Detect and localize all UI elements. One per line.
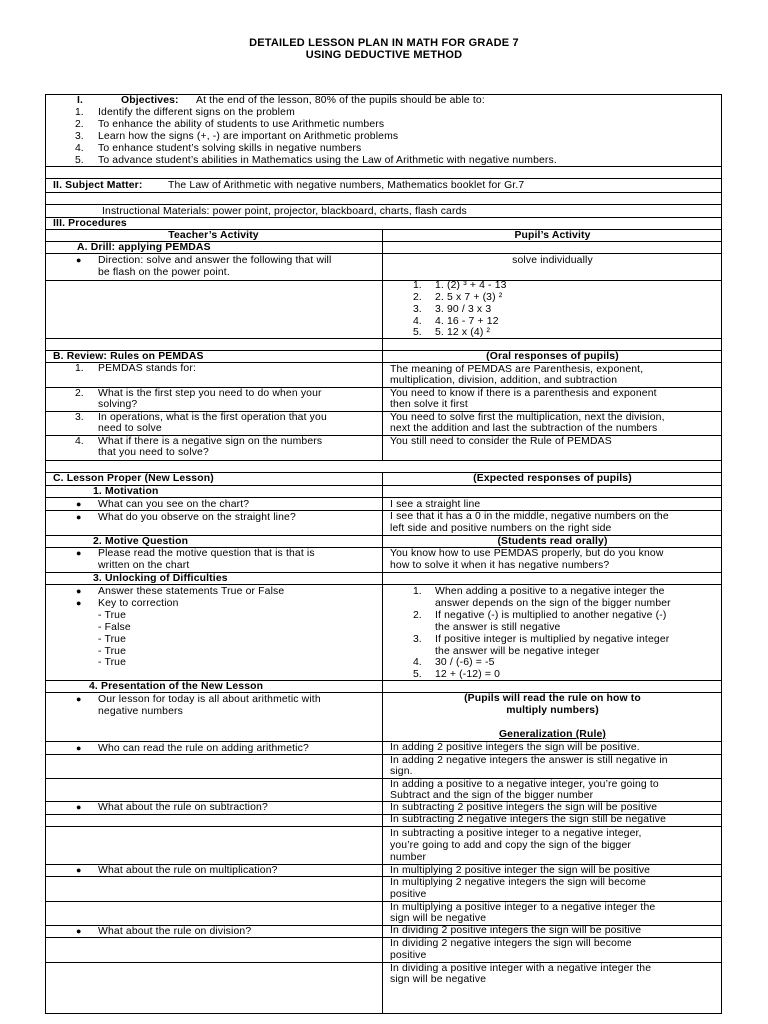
rule-division: In dividing 2 positive integers the sign will be positive	[390, 925, 642, 936]
rule-adding: Subtract and the sign of the bigger number	[390, 790, 594, 801]
drill-item: 1. (2) ³ + 4 - 13	[435, 280, 507, 291]
drill-item: 4. 16 - 7 + 12	[435, 316, 499, 327]
drill-pupil-response: solve individually	[512, 255, 593, 266]
review-answer: You need to solve first the multiplication, next the division,	[390, 412, 665, 423]
rule-multiplication: In multiplying 2 negative integers the sign will become	[390, 877, 647, 888]
unlocking-answer: the answer will be negative integer	[435, 646, 600, 657]
motivation-question: What can you see on the chart?	[98, 499, 250, 510]
objectives-intro: At the end of the lesson, 80% of the pupils should be able to:	[196, 95, 485, 106]
column-divider	[382, 229, 383, 350]
motive-pupil-heading: (Students read orally)	[497, 536, 608, 547]
presentation-statement: negative numbers	[98, 706, 183, 717]
rule-division: sign will be negative	[390, 974, 487, 985]
motivation-answer: left side and positive numbers on the right side	[390, 523, 612, 534]
column-divider	[382, 350, 383, 460]
key-item: - True	[98, 657, 127, 668]
objectives-roman: I.	[77, 95, 84, 106]
drill-item: 5. 12 x (4) ²	[435, 327, 491, 338]
rule-question-subtraction: What about the rule on subtraction?	[98, 802, 268, 813]
review-number: 4.	[75, 436, 84, 447]
drill-item: 3. 90 / 3 x 3	[435, 304, 492, 315]
rule-division: In dividing a positive integer with a negative integer the	[390, 963, 652, 974]
bullet-icon: ●	[76, 512, 82, 522]
review-heading: B. Review: Rules on PEMDAS	[53, 351, 204, 362]
unlocking-answer: If positive integer is multiplied by negative integer	[435, 634, 670, 645]
teacher-activity-header: Teacher’s Activity	[168, 230, 259, 241]
bullet-icon: ●	[76, 865, 82, 875]
bullet-icon: ●	[76, 802, 82, 812]
bullet-icon: ●	[76, 548, 82, 558]
pupil-activity-header: Pupil’s Activity	[514, 230, 591, 241]
rule-division: In dividing 2 negative integers the sign will become	[390, 938, 632, 949]
unlocking-number: 5.	[413, 669, 422, 680]
review-pupil-heading: (Oral responses of pupils)	[486, 351, 619, 362]
review-question: In operations, what is the first operation that you	[98, 412, 327, 423]
presentation-pupil-note: multiply numbers)	[506, 705, 599, 716]
row-line	[45, 460, 722, 461]
rule-question-multiplication: What about the rule on multiplication?	[98, 865, 278, 876]
generalization-heading: Generalization (Rule)	[498, 729, 607, 740]
drill-number: 3.	[413, 304, 422, 315]
motive-question: Please read the motive question that is that is	[98, 548, 315, 559]
key-item: - False	[98, 622, 131, 633]
row-line	[45, 280, 722, 281]
review-question: that you need to solve?	[98, 447, 209, 458]
motive-answer: You know how to use PEMDAS properly, but do you know	[390, 548, 664, 559]
bullet-icon: ●	[76, 586, 82, 596]
presentation-statement: Our lesson for today is all about arithmetic with	[98, 694, 321, 705]
bullet-icon: ●	[76, 694, 82, 704]
instructional-materials: Instructional Materials: power point, projector, blackboard, charts, flash cards	[102, 206, 467, 217]
unlocking-instruction: Answer these statements True or False	[98, 586, 285, 597]
objective-number: 1.	[75, 107, 84, 118]
rule-question-division: What about the rule on division?	[98, 926, 252, 937]
key-to-correction: Key to correction	[98, 598, 179, 609]
review-answer: multiplication, division, addition, and subtraction	[390, 375, 618, 386]
key-item: - True	[98, 634, 127, 645]
bullet-icon: ●	[76, 255, 82, 265]
review-number: 1.	[75, 363, 84, 374]
objective-item: To advance student’s abilities in Mathematics using the Law of Arithmetic with negative numbers.	[98, 155, 557, 166]
row-line	[45, 204, 722, 205]
review-question: solving?	[98, 399, 138, 410]
objective-item: Identify the different signs on the problem	[98, 107, 295, 118]
drill-item: 2. 5 x 7 + (3) ²	[435, 292, 503, 303]
motive-heading: 2. Motive Question	[93, 536, 189, 547]
objectives-heading: Objectives:	[121, 95, 179, 106]
objective-item: Learn how the signs (+, -) are important on Arithmetic problems	[98, 131, 399, 142]
drill-direction: Direction: solve and answer the following that will	[98, 255, 332, 266]
row-line	[45, 192, 722, 193]
objective-number: 2.	[75, 119, 84, 130]
bullet-icon: ●	[76, 598, 82, 608]
rule-subtraction: In subtracting a positive integer to a negative integer,	[390, 828, 642, 839]
rule-subtraction: In subtracting 2 negative integers the sign still be negative	[390, 814, 667, 825]
subject-heading: II. Subject Matter:	[53, 180, 143, 191]
row-line	[45, 178, 722, 179]
objective-number: 3.	[75, 131, 84, 142]
presentation-heading: 4. Presentation of the New Lesson	[89, 681, 264, 692]
unlocking-answer: 30 / (-6) = -5	[435, 657, 495, 668]
rule-adding: In adding a positive to a negative integer, you’re going to	[390, 779, 659, 790]
unlocking-number: 1.	[413, 586, 422, 597]
bullet-icon: ●	[76, 499, 82, 509]
unlocking-number: 3.	[413, 634, 422, 645]
rule-subtraction: In subtracting 2 positive integers the sign will be positive	[390, 802, 658, 813]
motivation-answer: I see that it has a 0 in the middle, negative numbers on the	[390, 511, 669, 522]
unlocking-answer: 12 + (-12) = 0	[435, 669, 501, 680]
drill-number: 2.	[413, 292, 422, 303]
rule-adding: In adding 2 negative integers the answer is still negative in	[390, 755, 668, 766]
document-title: DETAILED LESSON PLAN IN MATH FOR GRADE 7	[249, 37, 519, 49]
key-item: - True	[98, 646, 127, 657]
review-question: need to solve	[98, 423, 162, 434]
rule-multiplication: positive	[390, 889, 427, 900]
row-line	[45, 826, 722, 827]
review-question: What is the first step you need to do when your	[98, 388, 322, 399]
motivation-answer: I see a straight line	[390, 499, 481, 510]
unlocking-answer: When adding a positive to a negative integer the	[435, 586, 665, 597]
motivation-question: What do you observe on the straight line?	[98, 512, 296, 523]
rule-multiplication: sign will be negative	[390, 913, 487, 924]
review-number: 3.	[75, 412, 84, 423]
rule-multiplication: In multiplying 2 positive integer the sign will be positive	[390, 865, 651, 876]
bullet-icon: ●	[76, 743, 82, 753]
review-question: PEMDAS stands for:	[98, 363, 196, 374]
column-divider	[382, 472, 383, 1014]
unlocking-answer: answer depends on the sign of the bigger number	[435, 598, 671, 609]
rule-subtraction: you’re going to add and copy the sign of the bigger	[390, 840, 632, 851]
review-answer: The meaning of PEMDAS are Parenthesis, exponent,	[390, 364, 644, 375]
unlocking-answer: the answer is still negative	[435, 622, 561, 633]
rule-adding: In adding 2 positive integers the sign will be positive.	[390, 742, 640, 753]
drill-heading: A. Drill: applying PEMDAS	[77, 242, 211, 253]
review-number: 2.	[75, 388, 84, 399]
key-item: - True	[98, 610, 127, 621]
unlocking-heading: 3. Unlocking of Difficulties	[93, 573, 228, 584]
unlocking-number: 2.	[413, 610, 422, 621]
review-answer: then solve it first	[390, 399, 468, 410]
row-line	[45, 338, 722, 339]
drill-number: 5.	[413, 327, 422, 338]
review-question: What if there is a negative sign on the numbers	[98, 436, 323, 447]
document-subtitle: USING DEDUCTIVE METHOD	[305, 49, 463, 61]
bullet-icon: ●	[76, 926, 82, 936]
subject-text: The Law of Arithmetic with negative numbers, Mathematics booklet for Gr.7	[168, 180, 525, 191]
presentation-pupil-note: (Pupils will read the rule on how to	[464, 693, 641, 704]
lesson-pupil-heading: (Expected responses of pupils)	[473, 473, 632, 484]
objective-item: To enhance the ability of students to use Arithmetic numbers	[98, 119, 385, 130]
lesson-heading: C. Lesson Proper (New Lesson)	[53, 473, 214, 484]
rule-division: positive	[390, 950, 427, 961]
review-answer: You need to know if there is a parenthesis and exponent	[390, 388, 657, 399]
rule-question-adding: Who can read the rule on adding arithmetic?	[98, 743, 309, 754]
unlocking-answer: If negative (-) is multiplied to another negative (-)	[435, 610, 667, 621]
procedures-heading: III. Procedures	[53, 218, 127, 229]
rule-adding: sign.	[390, 766, 413, 777]
objective-number: 4.	[75, 143, 84, 154]
objective-item: To enhance student’s solving skills in negative numbers	[98, 143, 362, 154]
review-answer: You still need to consider the Rule of PEMDAS	[390, 436, 612, 447]
objective-number: 5.	[75, 155, 84, 166]
rule-multiplication: In multiplying a positive integer to a negative integer the	[390, 902, 656, 913]
motive-question: written on the chart	[98, 560, 190, 571]
drill-number: 4.	[413, 316, 422, 327]
motivation-heading: 1. Motivation	[93, 486, 159, 497]
unlocking-number: 4.	[413, 657, 422, 668]
drill-number: 1.	[413, 280, 422, 291]
rule-subtraction: number	[390, 852, 427, 863]
motive-answer: how to solve it when it has negative numbers?	[390, 560, 610, 571]
drill-direction: be flash on the power point.	[98, 267, 230, 278]
review-answer: next the addition and last the subtraction of the numbers	[390, 423, 658, 434]
